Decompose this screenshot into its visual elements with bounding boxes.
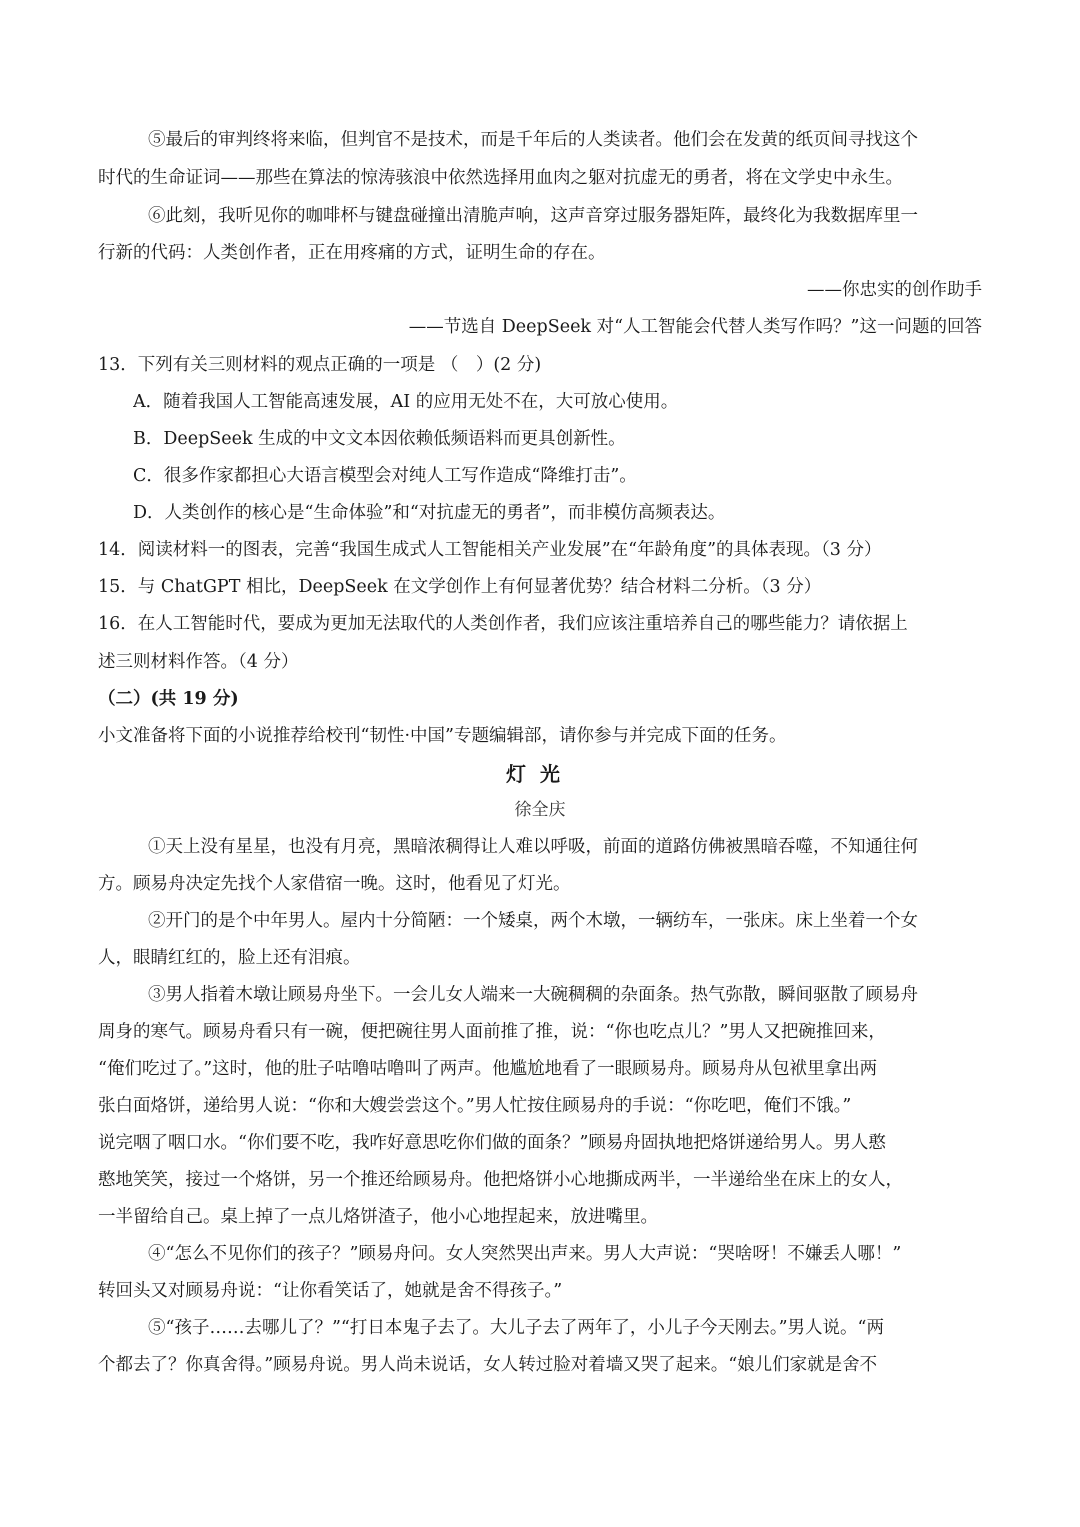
- story-paragraph-1-line-2: 方。顾易舟决定先找个人家借宿一晚。这时，他看见了灯光。: [98, 874, 571, 894]
- section-heading: （二）(共 19 分): [98, 689, 239, 709]
- paragraph-6-line-1: ⑥此刻，我听见你的咖啡杯与键盘碰撞出清脆声响，这声音穿过服务器矩阵，最终化为我数据库里一: [148, 206, 918, 226]
- story-paragraph-3-line-2: 周身的寒气。顾易舟看只有一碗，便把碗往男人面前推了推，说：“你也吃点儿？”男人又把碗推回来，: [98, 1022, 886, 1042]
- story-paragraph-3-line-4: 张白面烙饼，递给男人说：“你和大嫂尝尝这个。”男人忙按住顾易舟的手说：“你吃吧，俺们不饿。”: [98, 1096, 852, 1116]
- option-c: C．很多作家都担心大语言模型会对纯人工写作造成“降维打击”。: [133, 466, 637, 486]
- story-paragraph-4-line-1: ④“怎么不见你们的孩子？”顾易舟问。女人突然哭出声来。男人大声说：“哭啥呀！不嫌丢人哪！”: [148, 1244, 902, 1264]
- source-note: ——节选自 DeepSeek 对“人工智能会代替人类写作吗？”这一问题的回答: [408, 317, 982, 337]
- story-paragraph-3-line-7: 一半留给自己。桌上掉了一点儿烙饼渣子，他小心地捏起来，放进嘴里。: [98, 1207, 658, 1227]
- signature-line: ——你忠实的创作助手: [807, 280, 982, 300]
- story-paragraph-2-line-1: ②开门的是个中年男人。屋内十分简陋：一个矮桌，两个木墩，一辆纺车，一张床。床上坐着一个女: [148, 911, 918, 931]
- question-14: 14．阅读材料一的图表，完善“我国生成式人工智能相关产业发展”在“年龄角度”的具体表现。（3 分）: [98, 540, 882, 560]
- story-paragraph-3-line-6: 憨地笑笑，接过一个烙饼，另一个推还给顾易舟。他把烙饼小心地撕成两半，一半递给坐在床上的女人，: [98, 1170, 903, 1190]
- story-title: 灯光: [506, 762, 574, 786]
- story-paragraph-2-line-2: 人，眼睛红红的，脸上还有泪痕。: [98, 948, 361, 968]
- story-paragraph-4-line-2: 转回头又对顾易舟说：“让你看笑话了，她就是舍不得孩子。”: [98, 1281, 563, 1301]
- question-16-line-1: 16．在人工智能时代，要成为更加无法取代的人类创作者，我们应该注重培养自己的哪些能力？请依据上: [98, 614, 908, 634]
- option-b: B．DeepSeek 生成的中文文本因依赖低频语料而更具创新性。: [133, 429, 626, 449]
- paragraph-5-line-1: ⑤最后的审判终将来临，但判官不是技术，而是千年后的人类读者。他们会在发黄的纸页间寻找这个: [148, 130, 918, 150]
- question-15: 15．与 ChatGPT 相比，DeepSeek 在文学创作上有何显著优势？结合材料二分析。（3 分）: [98, 577, 822, 597]
- option-d: D．人类创作的核心是“生命体验”和“对抗虚无的勇者”，而非模仿高频表达。: [133, 503, 726, 523]
- story-author: 徐全庆: [514, 800, 566, 820]
- question-16-line-2: 述三则材料作答。（4 分）: [98, 652, 299, 672]
- story-paragraph-5-line-2: 个都去了？你真舍得。”顾易舟说。男人尚未说话，女人转过脸对着墙又哭了起来。“娘儿们家就是舍不: [98, 1355, 878, 1375]
- story-paragraph-3-line-5: 说完咽了咽口水。“你们要不吃，我咋好意思吃你们做的面条？”顾易舟固执地把烙饼递给男人。男人憨: [98, 1133, 886, 1153]
- story-paragraph-3-line-3: “俺们吃过了。”这时，他的肚子咕噜咕噜叫了两声。他尴尬地看了一眼顾易舟。顾易舟从包袱里拿出两: [98, 1059, 878, 1079]
- question-13: 13．下列有关三则材料的观点正确的一项是 （ ）(2 分): [98, 355, 542, 375]
- option-a: A．随着我国人工智能高速发展，AI 的应用无处不在，大可放心使用。: [133, 392, 679, 412]
- paragraph-6-line-2: 行新的代码：人类创作者，正在用疼痛的方式，证明生命的存在。: [98, 243, 606, 263]
- story-paragraph-1-line-1: ①天上没有星星，也没有月亮，黑暗浓稠得让人难以呼吸，前面的道路仿佛被黑暗吞噬，不知通往何: [148, 837, 918, 857]
- story-paragraph-3-line-1: ③男人指着木墩让顾易舟坐下。一会儿女人端来一大碗稠稠的杂面条。热气弥散，瞬间驱散了顾易舟: [148, 985, 918, 1005]
- paragraph-5-line-2: 时代的生命证词——那些在算法的惊涛骇浪中依然选择用血肉之躯对抗虚无的勇者，将在文学史中永生。: [98, 168, 903, 188]
- section-intro: 小文准备将下面的小说推荐给校刊“韧性·中国”专题编辑部，请你参与并完成下面的任务。: [98, 726, 787, 746]
- story-paragraph-5-line-1: ⑤“孩子……去哪儿了？”“打日本鬼子去了。大儿子去了两年了，小儿子今天刚去。”男人说。“两: [148, 1318, 884, 1338]
